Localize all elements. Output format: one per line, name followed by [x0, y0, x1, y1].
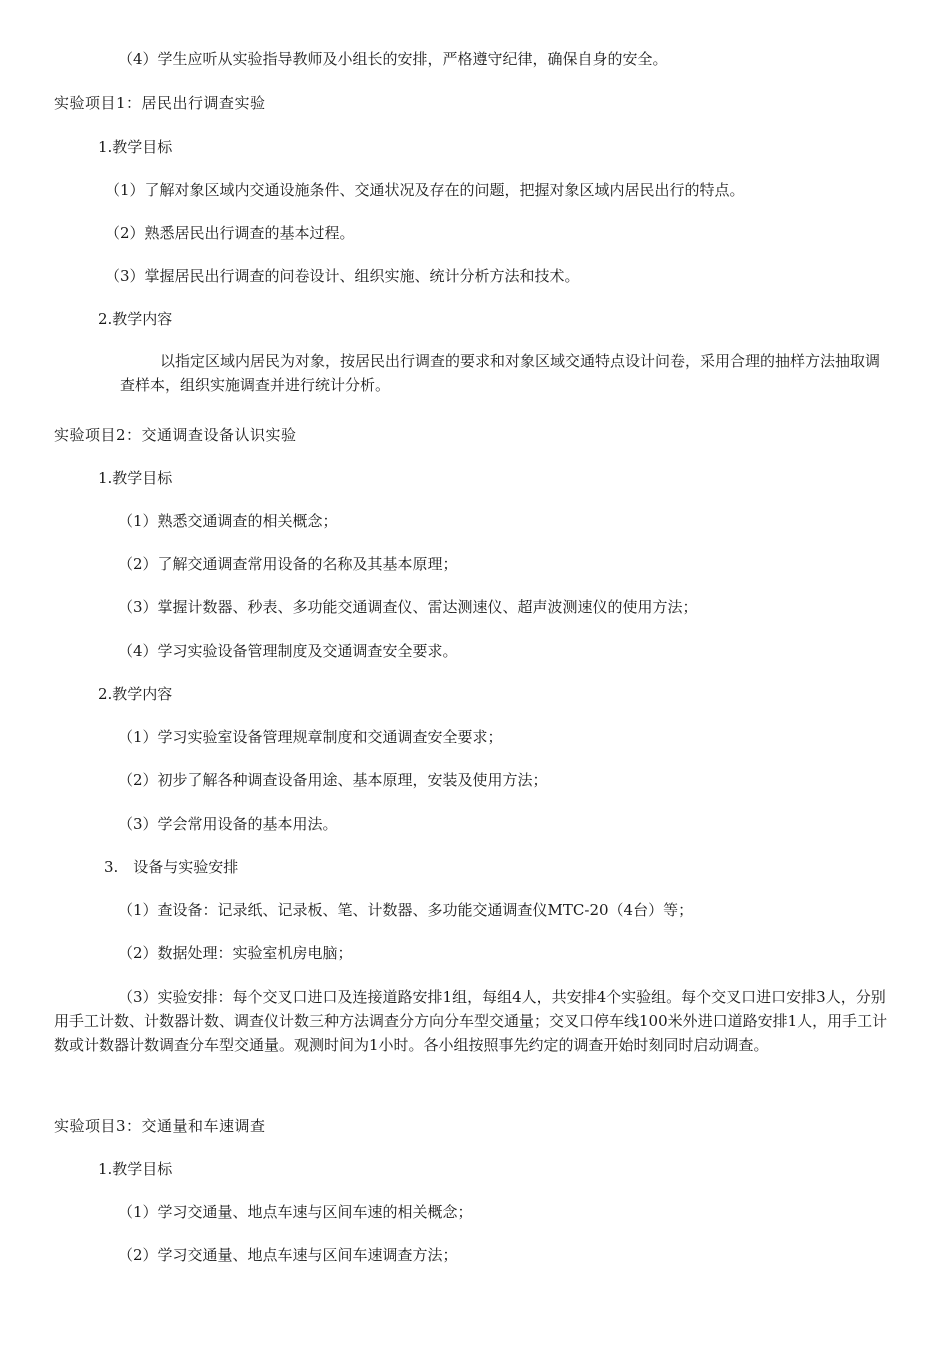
project-2-arrange-3: （3）实验安排：每个交叉口进口及连接道路安排1组，每组4人，共安排4个实验组。每个交叉口进口安排3人，分别用手工计数、计数器计数、调查仪计数三种方法调查分方向分车型交通量；交叉口停车线100米外进口道路安排1人，用手工计数或计数器计数调查分车型交通量。观测时间为1小时。各小组按照事先约定的调查开始时刻同时启动调查。 [54, 988, 888, 1054]
project-3-goal-1: （1）学习交通量、地点车速与区间车速的相关概念； [118, 1203, 473, 1221]
project-2-content-heading: 2.教学内容 [98, 685, 173, 703]
project-1-title: 实验项目1：居民出行调查实验 [54, 94, 266, 112]
project-3-goal-2: （2）学习交通量、地点车速与区间车速调查方法； [118, 1246, 458, 1264]
project-2-arrange-1: （1）查设备：记录纸、记录板、笔、计数器、多功能交通调查仪MTC-20（4台）等； [118, 901, 694, 919]
project-2-content-2: （2）初步了解各种调查设备用途、基本原理，安装及使用方法； [118, 771, 548, 789]
project-1-goal-3: （3）掌握居民出行调查的问卷设计、组织实施、统计分析方法和技术。 [105, 267, 580, 285]
project-2-goals-heading: 1.教学目标 [98, 469, 173, 487]
project-1-content-heading: 2.教学内容 [98, 310, 173, 328]
project-3-goals-heading: 1.教学目标 [98, 1160, 173, 1178]
project-1-goal-2: （2）熟悉居民出行调查的基本过程。 [105, 224, 355, 242]
intro-item-4: （4）学生应听从实验指导教师及小组长的安排，严格遵守纪律，确保自身的安全。 [118, 50, 668, 68]
project-2-goal-2: （2）了解交通调查常用设备的名称及其基本原理； [118, 555, 458, 573]
project-2-goal-4: （4）学习实验设备管理制度及交通调查安全要求。 [118, 642, 458, 660]
project-2-content-3: （3）学会常用设备的基本用法。 [118, 815, 338, 833]
project-1-goal-1: （1）了解对象区域内交通设施条件、交通状况及存在的问题，把握对象区域内居民出行的特点。 [105, 181, 745, 199]
project-2-goal-3: （3）掌握计数器、秒表、多功能交通调查仪、雷达测速仪、超声波测速仪的使用方法； [118, 598, 698, 616]
project-2-arrange-heading: 3. 设备与实验安排 [104, 858, 239, 876]
project-2-content-1: （1）学习实验室设备管理规章制度和交通调查安全要求； [118, 728, 503, 746]
project-2-goal-1: （1）熟悉交通调查的相关概念； [118, 512, 338, 530]
project-3-title: 实验项目3：交通量和车速调查 [54, 1117, 266, 1135]
project-1-goals-heading: 1.教学目标 [98, 138, 173, 156]
project-2-title: 实验项目2：交通调查设备认识实验 [54, 426, 297, 444]
project-2-arrange-2: （2）数据处理：实验室机房电脑； [118, 944, 353, 962]
project-1-content-text: 以指定区域内居民为对象，按居民出行调查的要求和对象区域交通特点设计问卷，采用合理的抽样方法抽取调查样本，组织实施调查并进行统计分析。 [120, 352, 881, 394]
